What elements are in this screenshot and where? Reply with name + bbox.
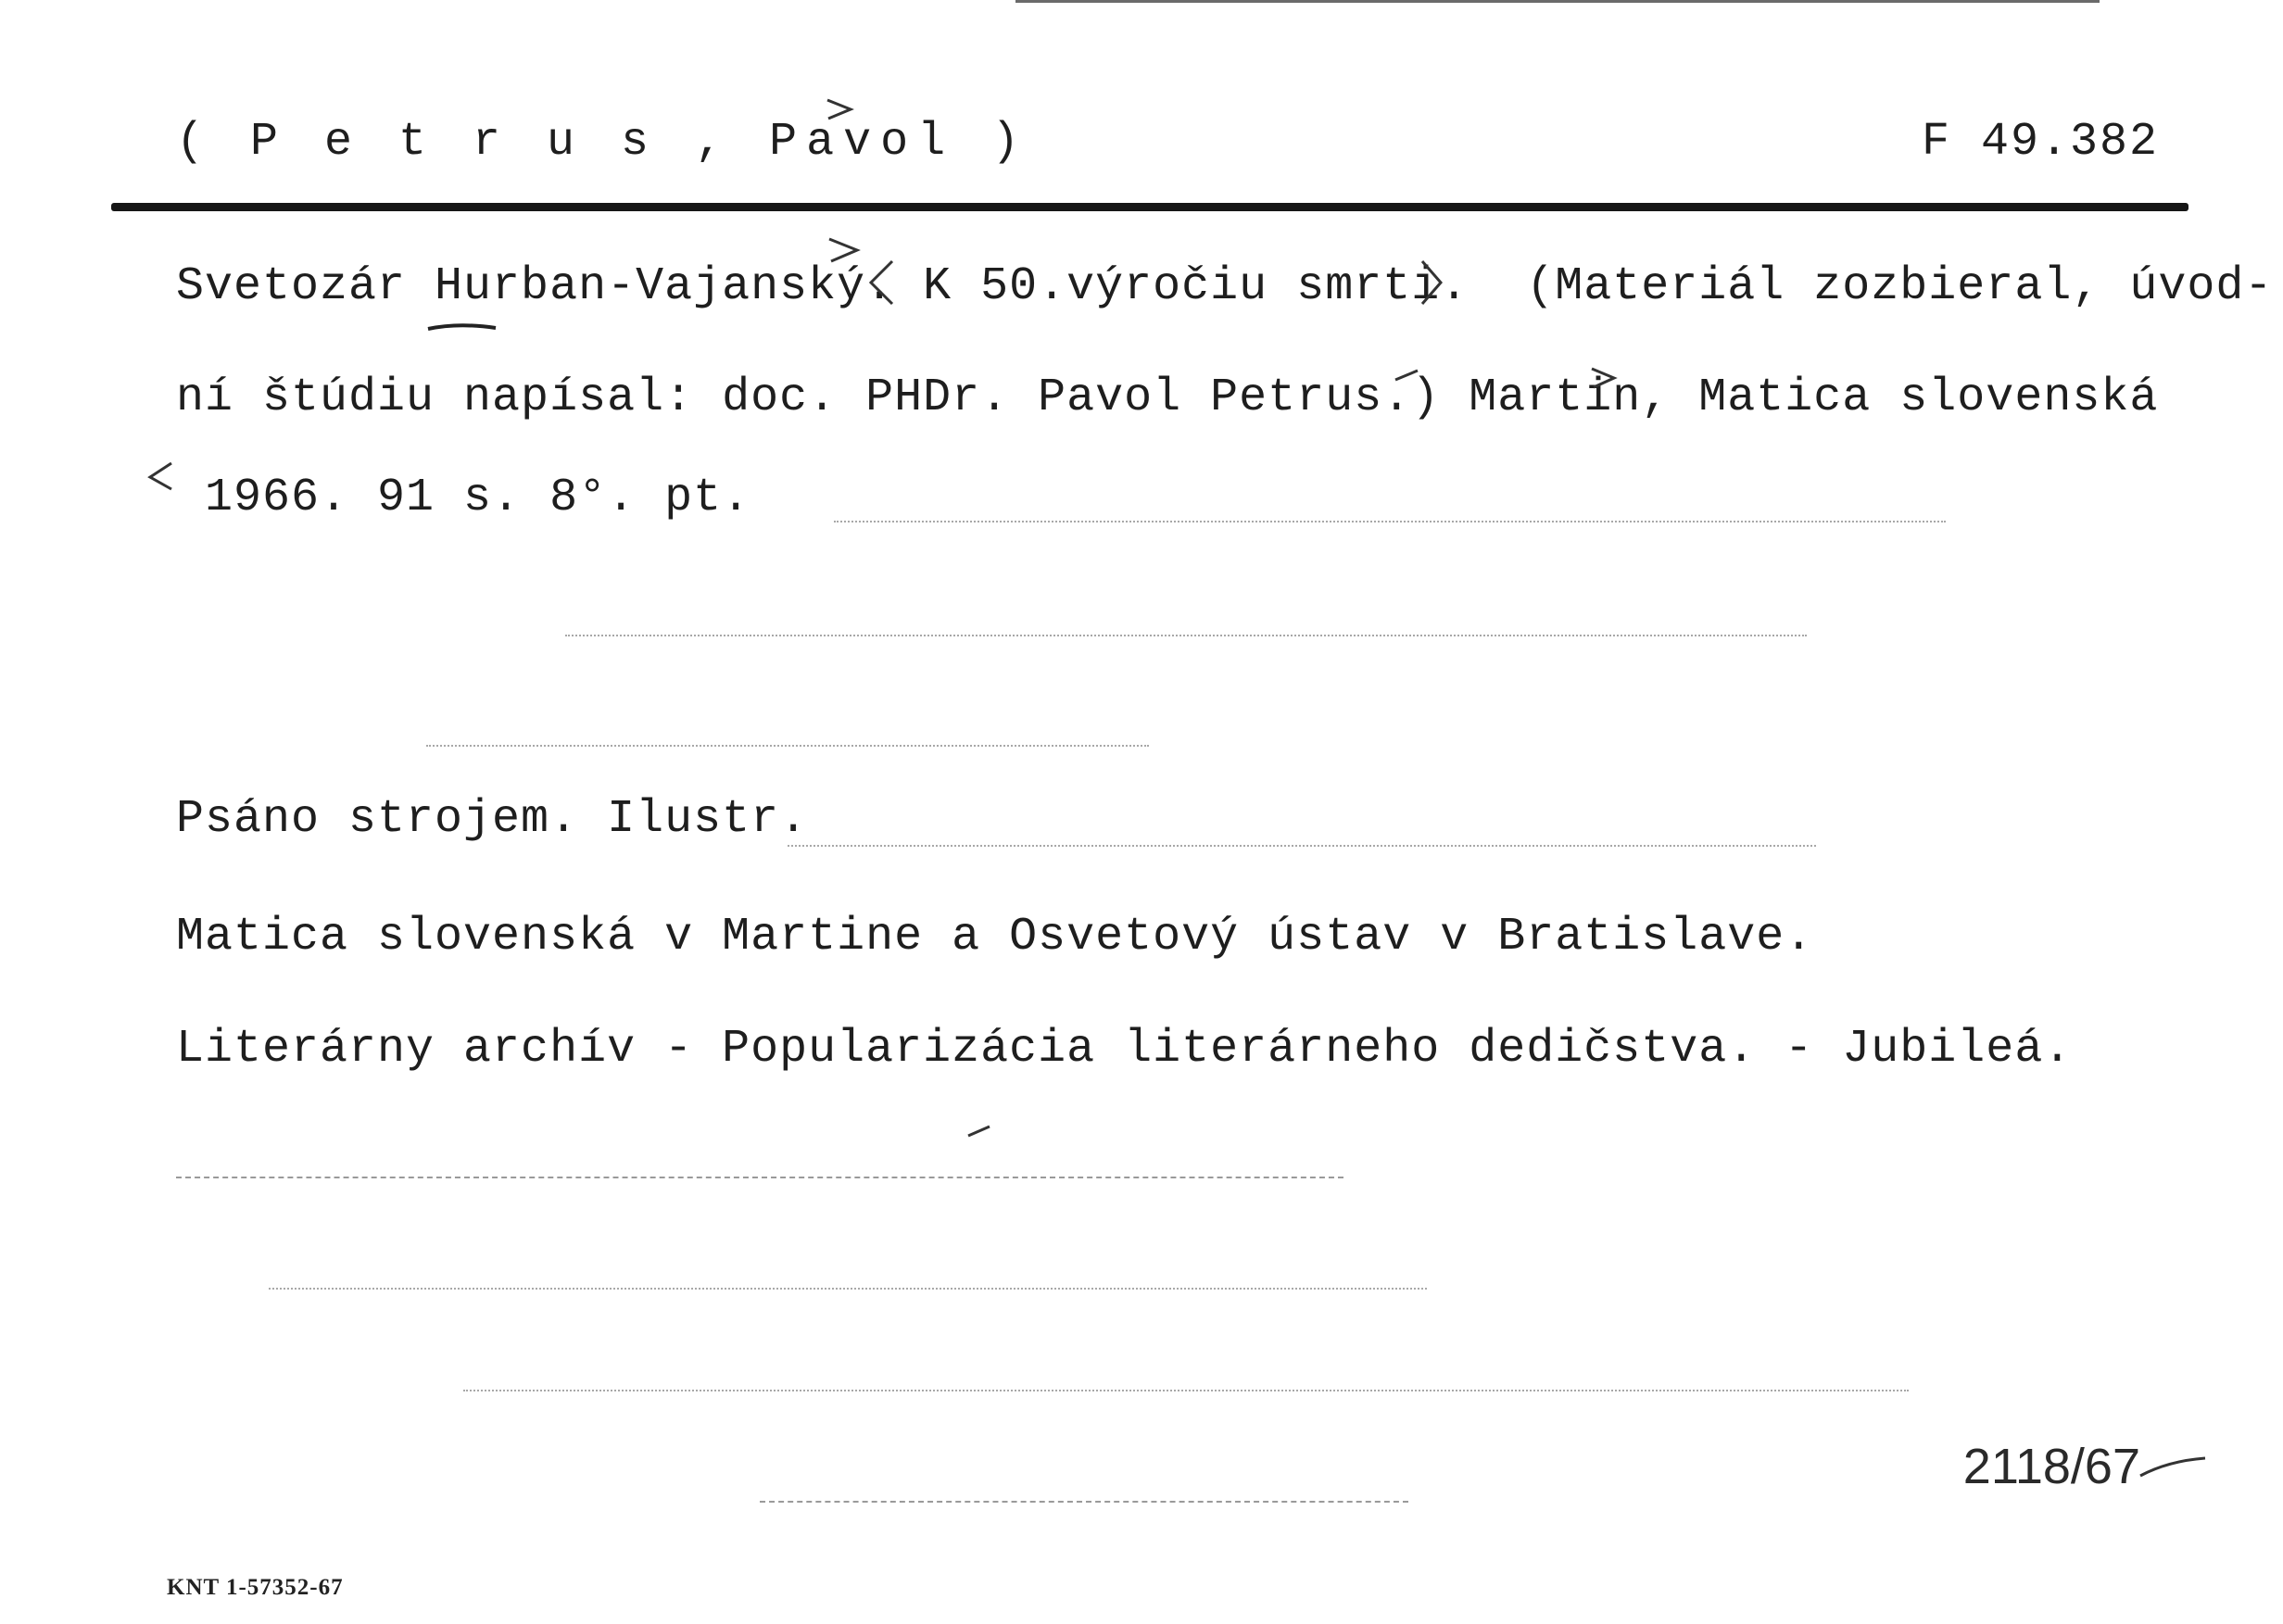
pencil-mark	[968, 1127, 990, 1136]
pencil-mark	[2140, 1458, 2205, 1476]
pencil-mark	[829, 239, 857, 261]
author-heading: ( P e t r u s , Pavol )	[176, 116, 1029, 169]
dotted-trace	[834, 521, 1946, 522]
dotted-trace	[426, 745, 1149, 747]
note-series-subjects: Literárny archív - Popularizácia literárneho dedičstva. - Jubileá.	[176, 1023, 2073, 1076]
dotted-trace	[788, 845, 1816, 847]
entry-line-2: ní štúdiu napísal: doc. PHDr. Pavol Petrus.) Martin, Matica slovenská	[176, 371, 2159, 424]
note-publishers: Matica slovenská v Martine a Osvetový ústav v Bratislave.	[176, 911, 1814, 963]
call-number: F 49.382	[1921, 116, 2159, 169]
dotted-trace	[269, 1288, 1427, 1290]
heading-rule	[111, 203, 2188, 211]
pencil-underline	[428, 325, 496, 329]
dotted-trace	[176, 1177, 1343, 1178]
accession-number: 2118/67	[1962, 1439, 2140, 1494]
pencil-mark	[150, 463, 171, 489]
print-code: KNT 1-57352-67	[167, 1575, 344, 1600]
note-physical: Psáno strojem. Ilustr.	[176, 793, 809, 846]
dotted-trace	[463, 1390, 1909, 1391]
dotted-trace	[760, 1501, 1408, 1503]
entry-line-1: Svetozár Hurban-Vajanský. K 50.výročiu smrti. (Materiál zozbieral, úvod-	[176, 260, 2274, 313]
top-edge-line	[1015, 0, 2100, 3]
entry-line-3: 1966. 91 s. 8°. pt.	[176, 472, 751, 524]
dotted-trace	[565, 635, 1807, 636]
